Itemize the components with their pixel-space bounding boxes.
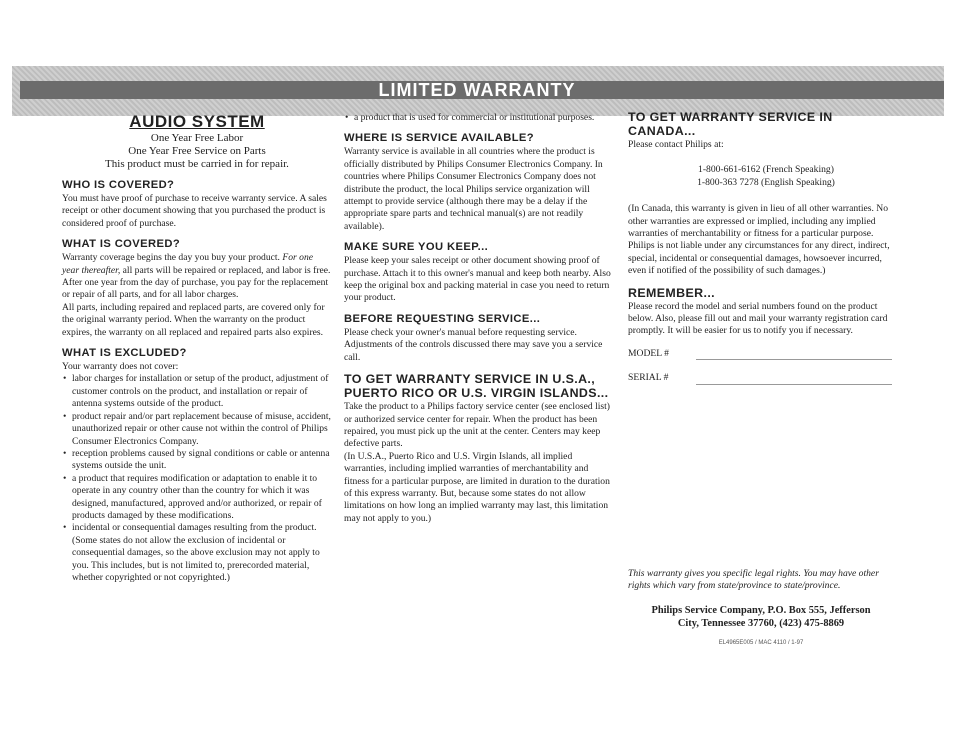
before-service-text: Please check your owner's manual before requesting service. Adjustments of the controls discussed there may save you a service call. (344, 326, 603, 363)
parts-line: One Year Free Service on Parts (128, 145, 266, 157)
model-label: MODEL # (628, 347, 669, 359)
canada-service-heading: TO GET WARRANTY SERVICE IN CANADA... (628, 110, 833, 138)
labor-line: One Year Free Labor (150, 132, 244, 144)
make-sure-keep-text: Please keep your sales receipt or other document showing proof of purchase. Attach it to this owner's manual and keep both nearby. Also keep the original box and packing material in case you need to return your product. (344, 255, 611, 304)
banner-title: LIMITED WARRANTY (378, 80, 576, 100)
what-covered-text-rest: all parts will be repaired or replaced, and labor is free. After one year from the day of purchase, you pay for the replacement or repair of all parts, and for all labor charges. (62, 264, 331, 301)
list-item: • product repair and/or part replacement because of misuse, accident, unauthorized repair or other cause not within the control of Philips Consumer Electronics Company. (72, 411, 332, 448)
carry-in-line: This product must be carried in for repair. (105, 158, 289, 170)
model-number-field (628, 348, 894, 360)
make-sure-keep-heading: MAKE SURE YOU KEEP... (344, 241, 489, 254)
serial-label: SERIAL # (628, 372, 669, 384)
service-available-text: Warranty service is available in all countries where the product is officially distributed by Philips Consumer Electronics Company. In countries where Philips Consumer Electronics Company does not distribute the product, the local Philips service organization will attempt to provide service (although there may be a delay if the appropriate spare parts and technical manual(s) are not readily available). (344, 146, 603, 232)
model-write-line (696, 349, 892, 360)
serial-number-field (628, 372, 894, 384)
who-covered-text: You must have proof of purchase to receive warranty service. A sales receipt or other document showing that you purchased the product is considered proof of purchase. (62, 193, 327, 229)
list-item: • a product that requires modification or adaptation to enable it to operate in any country other than the country for which it was designed, manufactured, approved and/or authorized, or repair of products damaged by these modifications. (72, 473, 332, 523)
service-available-heading: WHERE IS SERVICE AVAILABLE? (344, 132, 535, 145)
what-excluded-heading: WHAT IS EXCLUDED? (62, 347, 187, 360)
list-item: • a product that is used for commercial or institutional purposes. (354, 112, 612, 124)
excluded-intro: Your warranty does not cover: (62, 361, 179, 373)
before-service-heading: BEFORE REQUESTING SERVICE... (344, 312, 541, 325)
remember-text: Please record the model and serial numbers found on the product below. Also, please fill out and mail your warranty registration card promptly. It will be easier for us to notify you if necessary. (628, 300, 888, 337)
list-item: • labor charges for installation or setup of the product, adjustment of customer controls on the product, and installation or repair of antenna systems outside of the product. (72, 373, 332, 410)
usa-service-heading: TO GET WARRANTY SERVICE IN U.S.A., PUERTO RICO OR U.S. VIRGIN ISLANDS... (344, 372, 609, 401)
canada-warranty-text: (In Canada, this warranty is given in lieu of all other warranties. No other warranties are expressed or implied, including any implied warranties of merchantability or fitness for a particular purpose. Philips is not liable under any circumstances for any direct, indirect, special, incidental or consequential damages, howsoever incurred, even if notified of the possibility of such damages.) (628, 203, 890, 277)
what-covered-text-parts: All parts, including repaired and replaced parts, are covered only for the original warranty period. When the warranty on the product expires, the warranty on all replaced and repaired parts also expires. (62, 301, 325, 338)
who-covered-heading: WHO IS COVERED? (62, 179, 175, 191)
company-address-line-1: Philips Service Company, P.O. Box 555, Jefferson (651, 605, 871, 616)
what-covered-text-start: Warranty coverage begins the day you buy your product. (62, 252, 280, 264)
canada-contact-text: Please contact Philips at: (628, 139, 724, 150)
usa-implied-warranty-text: (In U.S.A., Puerto Rico and U.S. Virgin Islands, all implied warranties, including implied warranties of merchantability and fitness for a particular purpose, are limited in duration to the duration of this express warranty. But, because some states do not allow limitations on how long an implied warranty may last, this limitation may not apply to you.) (344, 450, 610, 524)
what-covered-heading: WHAT IS COVERED? (62, 238, 181, 251)
usa-service-text: Take the product to a Philips factory service center (see enclosed list) or authorized service center for repair. When the product has been repaired, you must pick up the unit at the center. Centers may keep defective parts. (344, 401, 610, 450)
column-3 (628, 110, 894, 385)
column-2 (344, 112, 612, 525)
list-item: • reception problems caused by signal conditions or cable or antenna systems outside the unit. (72, 448, 332, 473)
what-covered-text (62, 252, 332, 302)
system-title: AUDIO SYSTEM (129, 112, 265, 131)
phone-french: 1-800-661-6162 (French Speaking) (698, 164, 834, 176)
list-item: • incidental or consequential damages resulting from the product. (Some states do not allow the exclusion of incidental or consequential damages, so the above exclusion may not apply to you. This includes, but is not limited to, prerecorded material, whether copyrighted or not copyrighted.) (72, 522, 332, 584)
legal-rights-notice: This warranty gives you specific legal rights. You may have other rights which vary from state/province to state/province. (628, 568, 879, 591)
company-address (628, 604, 894, 630)
what-covered-italic: For one year thereafter, (62, 252, 314, 276)
company-address-line-2: City, Tennessee 37760, (423) 475-8869 (677, 618, 845, 629)
canada-phone-numbers (638, 164, 894, 189)
excluded-list-continued (344, 112, 612, 124)
excluded-list (62, 373, 332, 584)
document-code: EL4965E005 / MAC 4110 / 1-97 (718, 640, 804, 646)
remember-heading: REMEMBER... (628, 285, 716, 300)
serial-write-line (696, 374, 892, 385)
phone-english: 1-800-363 7278 (English Speaking) (697, 176, 835, 188)
column-1 (62, 112, 332, 584)
